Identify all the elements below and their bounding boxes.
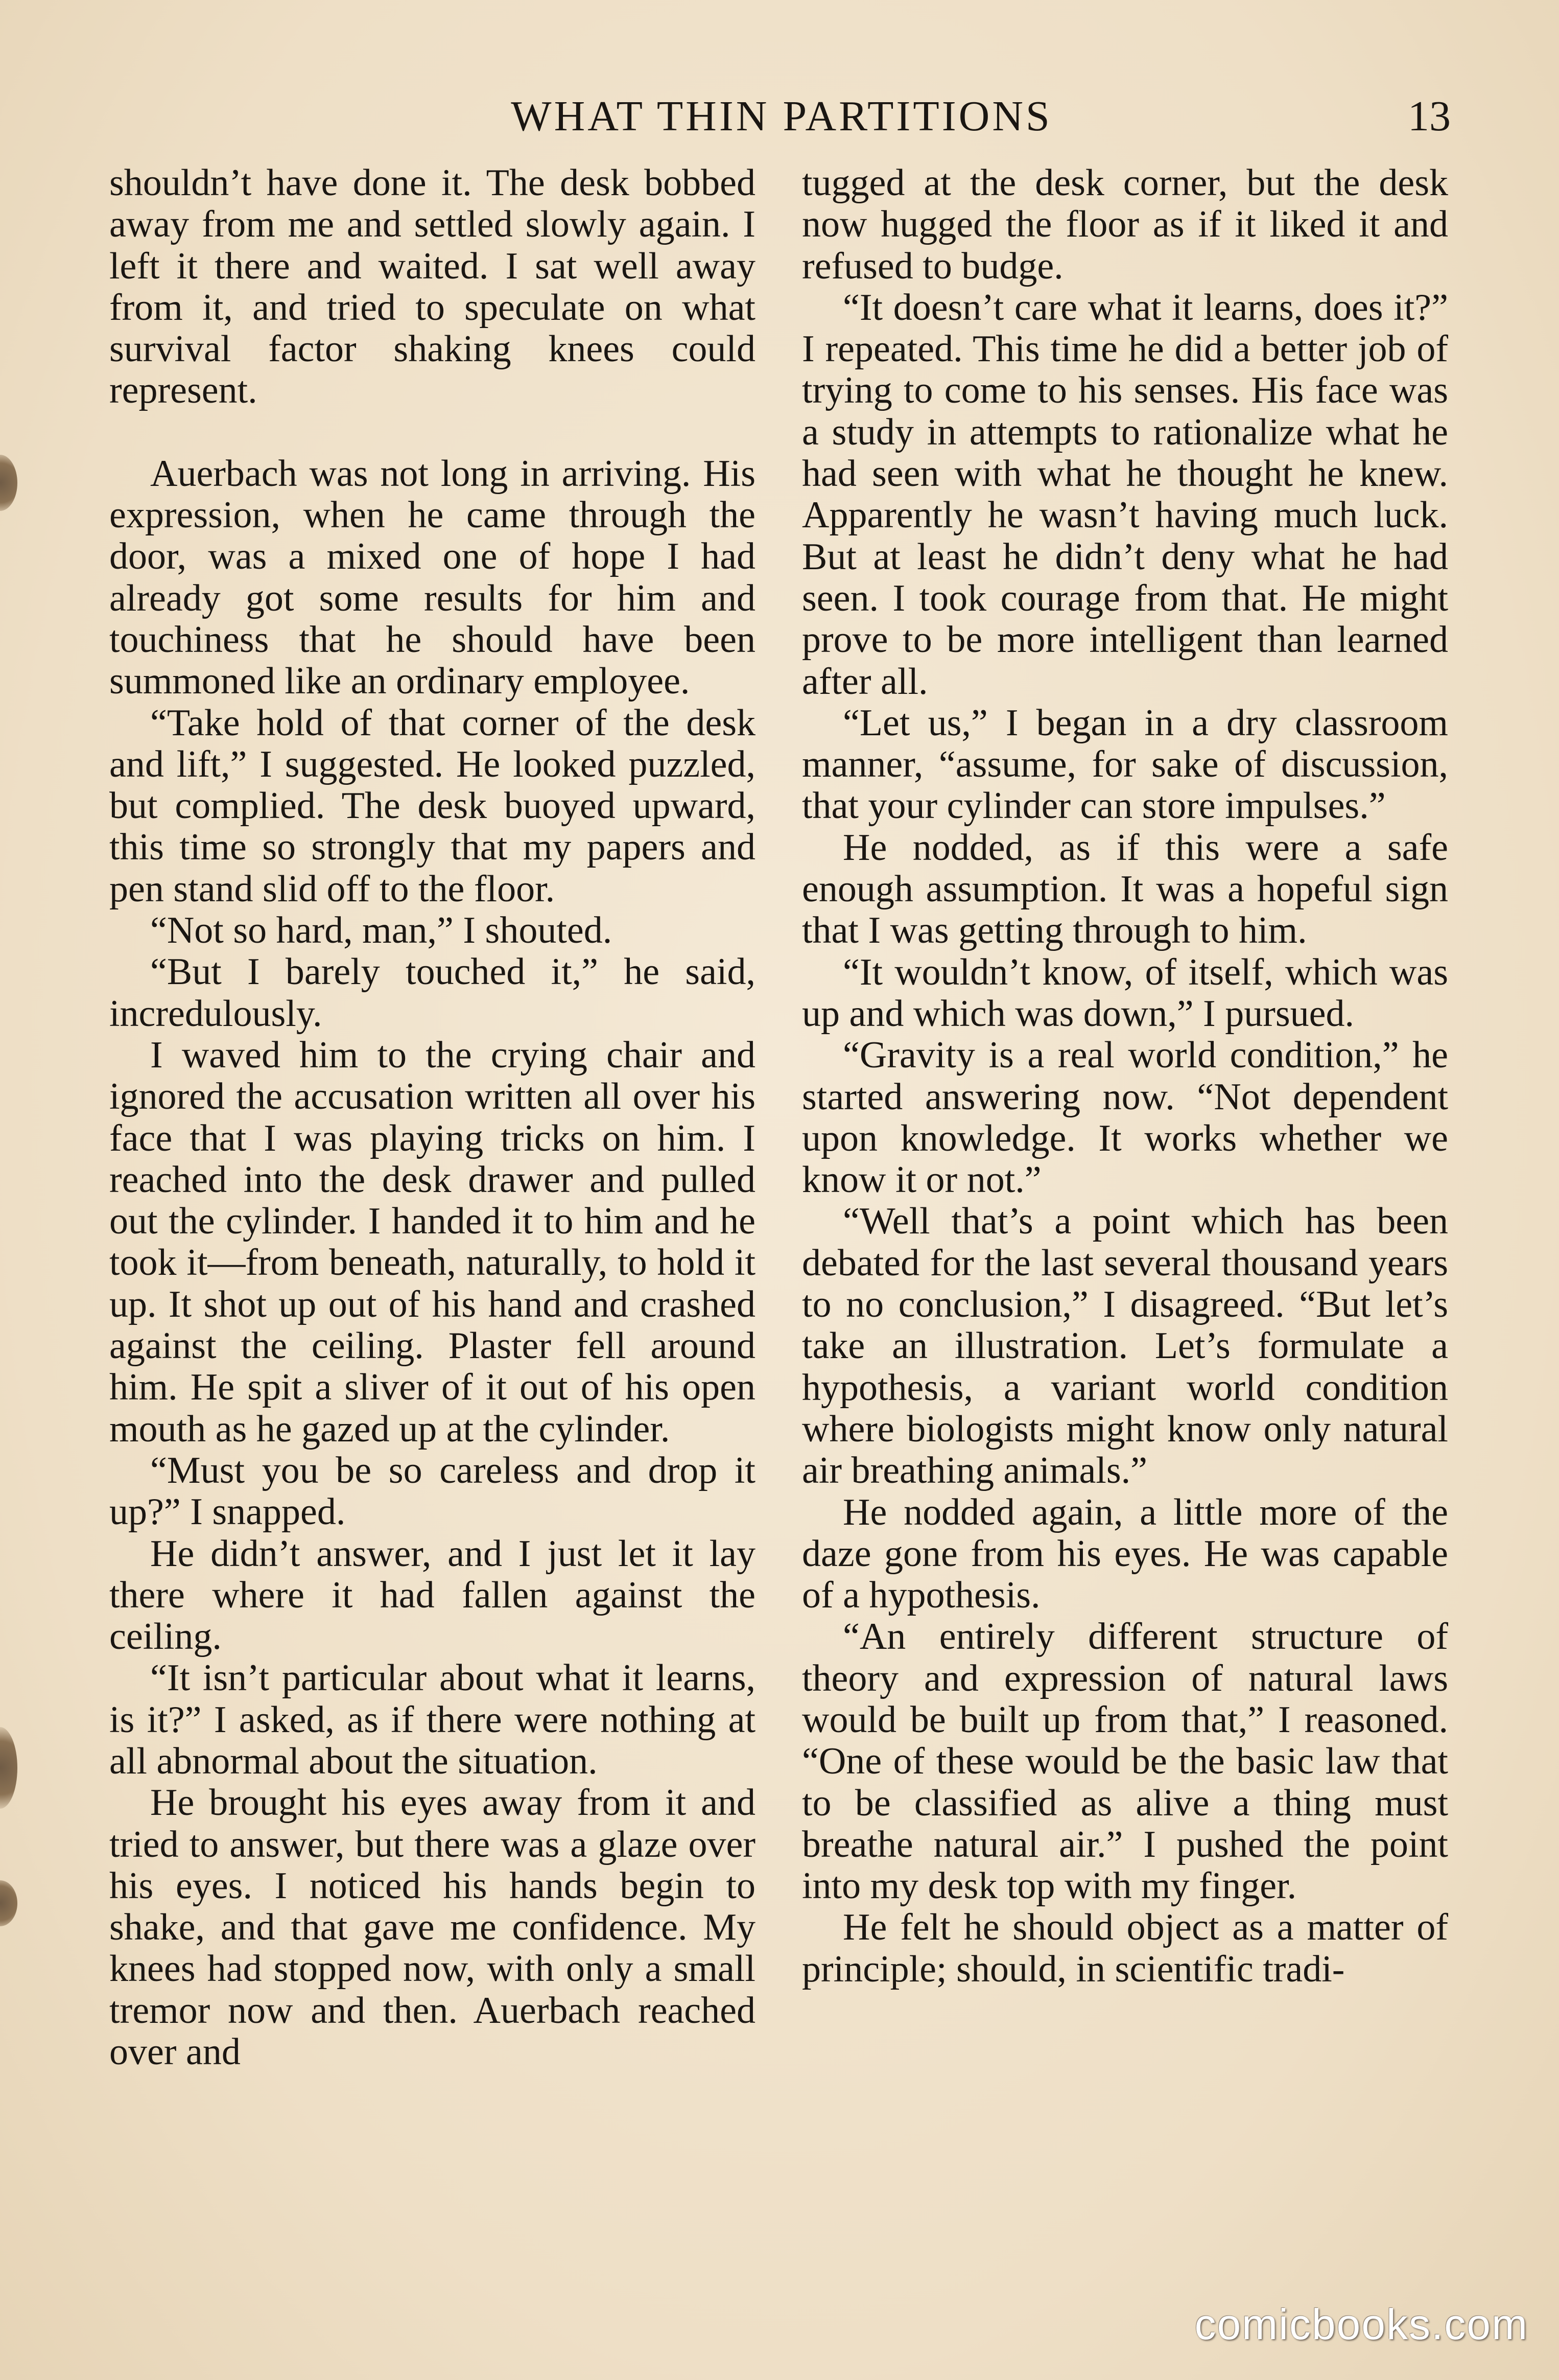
paragraph: He didn’t answer, and I just let it lay there where it had fallen against the ceiling.: [109, 1532, 755, 1658]
left-column: [109, 162, 755, 2073]
running-title: WHAT THIN PARTITIONS: [511, 92, 1052, 140]
right-column: [802, 162, 1448, 1990]
paragraph: He brought his eyes away from it and tried to answer, but there was a glaze over his eyes. I noticed his hands begin to shake, and that gave me confidence. My knees had stopped now, with only a small tremor now and then. Auerbach reached over and: [109, 1782, 755, 2073]
paragraph: “Well that’s a point which has been debated for the last several thousand years to no conclusion,” I disagreed. “But let’s take an illustration. Let’s formulate a hypothesis, a variant world condition where biologists might know only natural air breathing animals.”: [802, 1200, 1448, 1492]
paragraph: tugged at the desk corner, but the desk now hugged the floor as if it liked it and refused to budge.: [802, 162, 1448, 287]
paragraph: “Not so hard, man,” I shouted.: [150, 909, 612, 952]
binding-hole-top: [0, 455, 17, 511]
paragraph: “Must you be so careless and drop it up?” I snapped.: [109, 1449, 755, 1533]
binding-hole-lower: [0, 1880, 17, 1926]
paragraph: He nodded, as if this were a safe enough assumption. It was a hopeful sign that I was getting through to him.: [802, 826, 1448, 952]
paragraph: “It isn’t particular about what it learns, is it?” I asked, as if there were nothing at all abnormal about the situation.: [109, 1657, 755, 1782]
watermark: comicbooks.com: [1194, 2300, 1528, 2348]
paragraph: He nodded again, a little more of the daze gone from his eyes. He was capable of a hypothesis.: [802, 1491, 1448, 1617]
paragraph: “It doesn’t care what it learns, does it?” I repeated. This time he did a better job of trying to come to his senses. His face was a study in attempts to rationalize what he had seen with what he thought he knew. Apparently he wasn’t having much luck. But at least he didn’t deny what he had seen. I took courage from that. He might prove to be more intelligent than learned after all.: [802, 286, 1448, 703]
binding-hole-middle: [0, 1727, 17, 1809]
paragraph: “It wouldn’t know, of itself, which was up and which was down,” I pursued.: [802, 951, 1448, 1035]
paragraph: shouldn’t have done it. The desk bobbed away from me and settled slowly again. I left it there and waited. I sat well away from it, and tried to speculate on what survival factor shaking knees could represent.: [109, 162, 755, 412]
paragraph: “Let us,” I began in a dry classroom manner, “assume, for sake of discussion, that your cylinder can store impulses.”: [802, 702, 1448, 827]
page-number: 13: [1408, 92, 1451, 140]
paragraph: “But I barely touched it,” he said, incredulously.: [109, 951, 755, 1035]
paragraph: “Take hold of that corner of the desk and lift,” I suggested. He looked puzzled, but complied. The desk buoyed upward, this time so strongly that my papers and pen stand slid off to the floor.: [109, 702, 755, 910]
paragraph: Auerbach was not long in arriving. His expression, when he came through the door, was a mixed one of hope I had already got some results for him and touchiness that he should have been summoned like an ordinary employee.: [109, 452, 755, 703]
paragraph: “Gravity is a real world condition,” he started answering now. “Not dependent upon knowledge. It works whether we know it or not.”: [802, 1034, 1448, 1201]
page-header: [0, 86, 1559, 147]
paragraph: I waved him to the crying chair and ignored the accusation written all over his face that I was playing tricks on him. I reached into the desk drawer and pulled out the cylinder. I handed it to him and he took it—from beneath, naturally, to hold it up. It shot up out of his hand and crashed against the ceiling. Plaster fell around him. He spit a sliver of it out of his open mouth as he gazed up at the cylinder.: [109, 1034, 755, 1450]
paragraph: “An entirely different structure of theory and expression of natural laws would be built up from that,” I reasoned. “One of these would be the basic law that to be classified as alive a thing must breathe natural air.” I pushed the point into my desk top with my finger.: [802, 1616, 1448, 1907]
paragraph: He felt he should object as a matter of principle; should, in scientific tradi-: [802, 1906, 1448, 1990]
